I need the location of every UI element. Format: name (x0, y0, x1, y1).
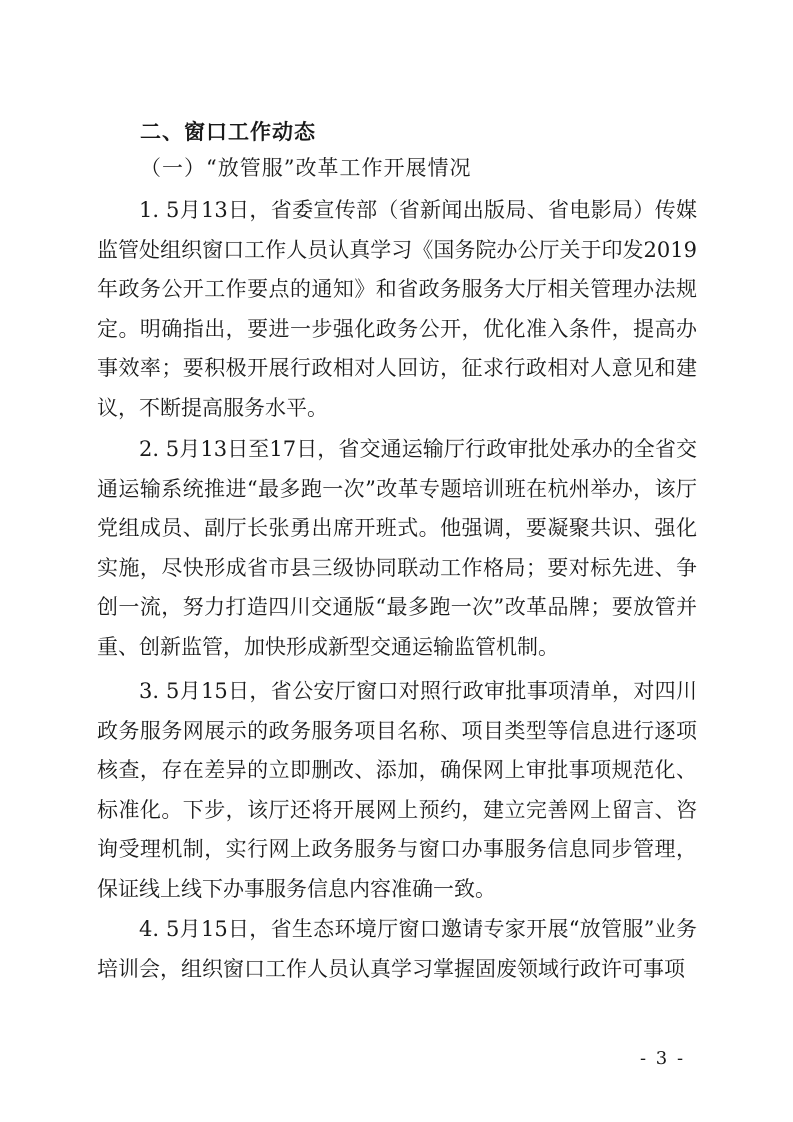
section-subheading: （一）“放管服”改革工作开展情况 (140, 156, 472, 180)
paragraph-4: 4. 5月15日，省生态环境厅窗口邀请专家开展“放管服”业务培训会，组织窗口工作人员认真学习掌握固废领域行政许可事项 (97, 917, 697, 981)
paragraph-1: 1. 5月13日，省委宣传部（省新闻出版局、省电影局）传媒监管处组织窗口工作人员认真学习《国务院办公厅关于印发2019年政务公开工作要点的通知》和省政务服务大厅相关管理办法规定。明确指出，要进一步强化政务公开，优化准入条件，提高办事效率；要积极开展行政相对人回访，征求行政相对人意见和建议，不断提高服务水平。 (97, 198, 697, 420)
page-number: - 3 - (640, 1048, 686, 1069)
section-heading: 二、窗口工作动态 (140, 120, 316, 144)
paragraph-2: 2. 5月13日至17日，省交通运输厅行政审批处承办的全省交通运输系统推进“最多跑一次”改革专题培训班在杭州举办，该厅党组成员、副厅长张勇出席开班式。他强调，要凝聚共识、强化实施，尽快形成省市县三级协同联动工作格局；要对标先进、争创一流，努力打造四川交通版“最多跑一次”改革品牌；要放管并重、创新监管，加快形成新型交通运输监管机制。 (97, 437, 697, 659)
paragraph-3: 3. 5月15日，省公安厅窗口对照行政审批事项清单，对四川政务服务网展示的政务服务项目名称、项目类型等信息进行逐项核查，存在差异的立即删改、添加，确保网上审批事项规范化、标准化。下步，该厅还将开展网上预约，建立完善网上留言、咨询受理机制，实行网上政务服务与窗口办事服务信息同步管理，保证线上线下办事服务信息内容准确一致。 (97, 679, 697, 901)
